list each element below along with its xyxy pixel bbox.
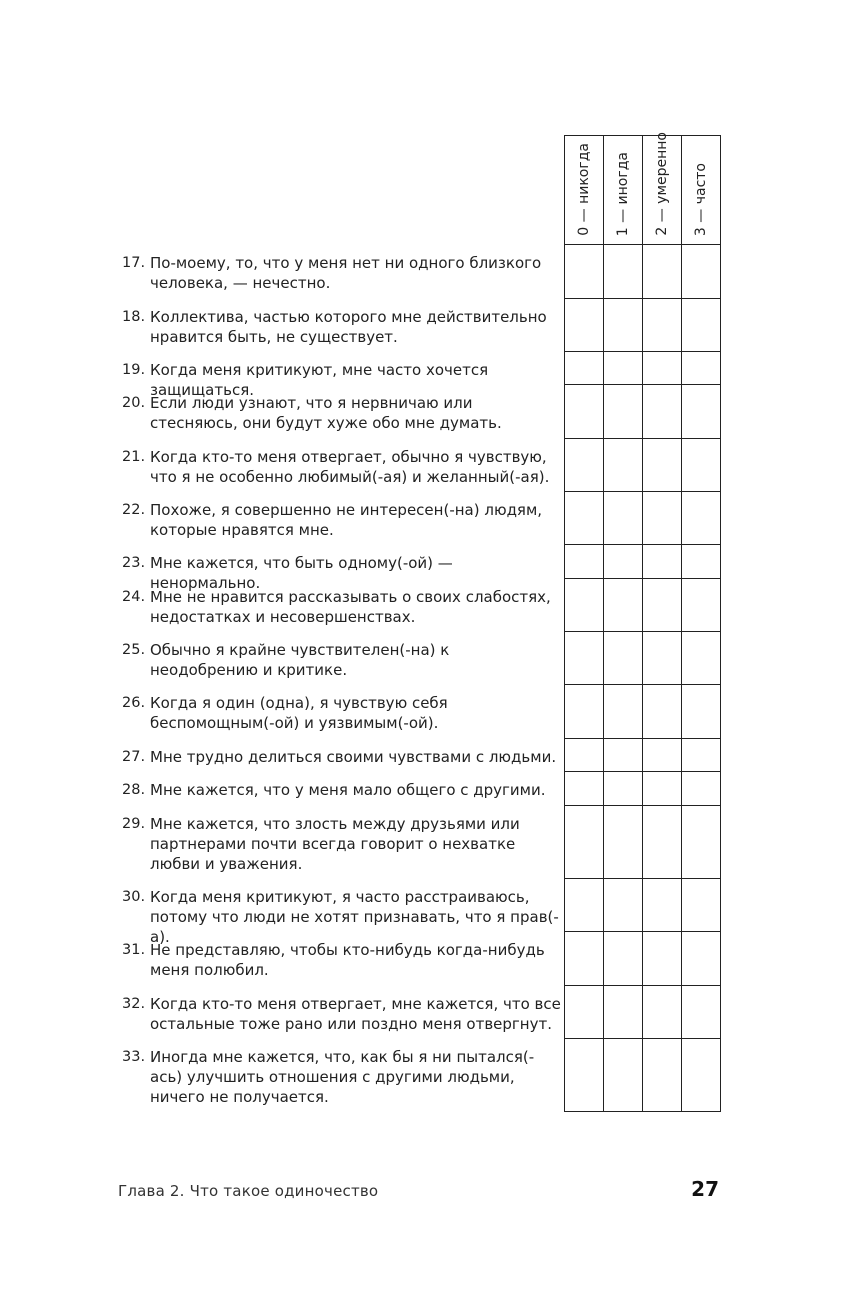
- header-moderately: 2 — умеренно: [643, 136, 682, 245]
- answer-cell[interactable]: [682, 439, 721, 492]
- answer-row: [565, 685, 721, 739]
- answer-cell[interactable]: [682, 492, 721, 545]
- question-number: 27.: [122, 749, 146, 765]
- answer-cell[interactable]: [565, 879, 604, 932]
- answer-cell[interactable]: [682, 685, 721, 739]
- answer-cell[interactable]: [682, 352, 721, 385]
- question-item: [122, 544, 562, 592]
- answer-row: [565, 299, 721, 352]
- question-number: 32.: [122, 996, 146, 1012]
- answer-cell[interactable]: [565, 772, 604, 806]
- answer-cell[interactable]: [604, 932, 643, 986]
- question-text: Мне кажется, что злость между друзьями или партнерами почти всегда говорит о нехватке любви и уважения.: [150, 815, 520, 873]
- question-number: 31.: [122, 942, 146, 958]
- question-item: [122, 438, 562, 491]
- question-text: Похоже, я совершенно не интересен(-на) людям, которые нравятся мне.: [150, 501, 543, 539]
- answer-row: [565, 1039, 721, 1112]
- answer-cell[interactable]: [643, 545, 682, 579]
- question-item: [122, 631, 562, 684]
- answer-cell[interactable]: [604, 385, 643, 439]
- answer-cell[interactable]: [565, 1039, 604, 1112]
- answer-cell[interactable]: [604, 579, 643, 632]
- question-number: 30.: [122, 889, 146, 905]
- answer-cell[interactable]: [682, 806, 721, 879]
- answer-cell[interactable]: [643, 685, 682, 739]
- question-item: [122, 985, 562, 1038]
- question-number: 25.: [122, 642, 146, 658]
- question-text: Если люди узнают, что я нервничаю или стесняюсь, они будут хуже обо мне думать.: [150, 394, 502, 432]
- answer-cell[interactable]: [604, 492, 643, 545]
- question-item: [122, 805, 562, 878]
- answer-cell[interactable]: [682, 245, 721, 299]
- question-text: Мне не нравится рассказывать о своих слабостях, недостатках и несовершенствах.: [150, 588, 551, 626]
- answer-cell[interactable]: [604, 879, 643, 932]
- question-item: [122, 771, 562, 805]
- answer-row: [565, 385, 721, 439]
- answer-cell[interactable]: [682, 579, 721, 632]
- answer-row: [565, 545, 721, 579]
- answer-row: [565, 632, 721, 685]
- answer-cell[interactable]: [682, 1039, 721, 1112]
- answer-cell[interactable]: [643, 879, 682, 932]
- answer-cell[interactable]: [643, 1039, 682, 1112]
- question-text: Иногда мне кажется, что, как бы я ни пытался(-ась) улучшить отношения с другими людьми, ничего не получается.: [150, 1048, 535, 1106]
- question-item: [122, 491, 562, 544]
- answer-cell[interactable]: [565, 739, 604, 772]
- answer-cell[interactable]: [643, 299, 682, 352]
- answer-cell[interactable]: [682, 879, 721, 932]
- answer-row: [565, 986, 721, 1039]
- question-text: Не представляю, чтобы кто-нибудь когда-нибудь меня полюбил.: [150, 941, 545, 979]
- answer-cell[interactable]: [643, 385, 682, 439]
- question-text: Когда я один (одна), я чувствую себя беспомощным(-ой) и уязвимым(-ой).: [150, 694, 448, 732]
- question-text: Коллектива, частью которого мне действительно нравится быть, не существует.: [150, 308, 547, 346]
- answer-cell[interactable]: [643, 739, 682, 772]
- answer-row: [565, 245, 721, 299]
- answer-cell[interactable]: [604, 685, 643, 739]
- answer-cell[interactable]: [682, 632, 721, 685]
- question-number: 18.: [122, 309, 146, 325]
- answer-row: [565, 739, 721, 772]
- question-text: Мне кажется, что у меня мало общего с другими.: [150, 781, 546, 799]
- answer-cell[interactable]: [643, 352, 682, 385]
- answer-cell[interactable]: [682, 545, 721, 579]
- answer-cell[interactable]: [604, 299, 643, 352]
- answer-row: [565, 579, 721, 632]
- answer-cell[interactable]: [682, 986, 721, 1039]
- question-number: 28.: [122, 782, 146, 798]
- header-often: 3 — часто: [682, 136, 721, 245]
- question-number: 19.: [122, 362, 146, 378]
- question-number: 33.: [122, 1049, 146, 1065]
- answer-cell[interactable]: [604, 772, 643, 806]
- answer-cell[interactable]: [604, 806, 643, 879]
- answer-cell[interactable]: [604, 739, 643, 772]
- answer-cell[interactable]: [565, 632, 604, 685]
- answer-cell[interactable]: [565, 439, 604, 492]
- answer-row: [565, 772, 721, 806]
- answer-cell[interactable]: [565, 545, 604, 579]
- answer-cell[interactable]: [565, 986, 604, 1039]
- answer-cell[interactable]: [643, 986, 682, 1039]
- question-text: Когда меня критикуют, мне часто хочется защищаться.: [150, 361, 489, 399]
- question-item: [122, 244, 562, 298]
- answer-cell[interactable]: [682, 932, 721, 986]
- answer-cell[interactable]: [565, 245, 604, 299]
- answer-row: [565, 492, 721, 545]
- question-number: 23.: [122, 555, 146, 571]
- question-number: 24.: [122, 589, 146, 605]
- question-number: 17.: [122, 255, 146, 271]
- answer-cell[interactable]: [565, 932, 604, 986]
- question-item: [122, 878, 562, 946]
- answer-cell[interactable]: [682, 772, 721, 806]
- answer-cell[interactable]: [565, 385, 604, 439]
- question-text: Мне кажется, что быть одному(-ой) — ненормально.: [150, 554, 453, 592]
- question-text: Когда меня критикуют, я часто расстраиваюсь, потому что люди не хотят признавать, что я прав(-а).: [150, 888, 559, 946]
- answer-row: [565, 352, 721, 385]
- answer-cell[interactable]: [565, 492, 604, 545]
- answer-cell[interactable]: [643, 245, 682, 299]
- answer-cell[interactable]: [643, 492, 682, 545]
- question-text: По-моему, то, что у меня нет ни одного близкого человека, — нечестно.: [150, 254, 542, 292]
- answer-cell[interactable]: [604, 1039, 643, 1112]
- question-item: [122, 684, 562, 738]
- question-item: [122, 298, 562, 351]
- answer-cell[interactable]: [604, 986, 643, 1039]
- answer-row: [565, 932, 721, 986]
- answer-cell[interactable]: [565, 299, 604, 352]
- question-item: [122, 384, 562, 438]
- question-item: [122, 931, 562, 985]
- answer-cell[interactable]: [604, 352, 643, 385]
- answer-cell[interactable]: [565, 806, 604, 879]
- answer-cell[interactable]: [643, 579, 682, 632]
- answer-cell[interactable]: [565, 685, 604, 739]
- question-item: [122, 578, 562, 631]
- answer-row: [565, 439, 721, 492]
- answer-cell[interactable]: [604, 245, 643, 299]
- answer-row: [565, 806, 721, 879]
- answer-header-row: [565, 136, 721, 245]
- answer-cell[interactable]: [682, 739, 721, 772]
- answer-cell[interactable]: [643, 439, 682, 492]
- page-number: 27: [691, 1177, 719, 1201]
- question-text: Когда кто-то меня отвергает, мне кажется, что все остальные тоже рано или поздно меня отвергнут.: [150, 995, 561, 1033]
- answer-cell[interactable]: [604, 439, 643, 492]
- question-number: 21.: [122, 449, 146, 465]
- answer-cell[interactable]: [604, 632, 643, 685]
- question-text: Мне трудно делиться своими чувствами с людьми.: [150, 748, 557, 766]
- question-number: 26.: [122, 695, 146, 711]
- question-number: 20.: [122, 395, 146, 411]
- answer-cell[interactable]: [565, 579, 604, 632]
- question-number: 29.: [122, 816, 146, 832]
- header-sometimes: 1 — иногда: [604, 136, 643, 245]
- chapter-footer: Глава 2. Что такое одиночество: [118, 1182, 379, 1200]
- question-list: [122, 244, 562, 1111]
- answer-cell[interactable]: [643, 772, 682, 806]
- question-text: Обычно я крайне чувствителен(-на) к неодобрению и критике.: [150, 641, 450, 679]
- answer-cell[interactable]: [643, 806, 682, 879]
- question-item: [122, 1038, 562, 1111]
- question-item: [122, 351, 562, 399]
- answer-cell[interactable]: [682, 299, 721, 352]
- answer-cell[interactable]: [565, 352, 604, 385]
- answer-cell[interactable]: [643, 632, 682, 685]
- header-never: 0 — никогда: [565, 136, 604, 245]
- answer-cell[interactable]: [604, 545, 643, 579]
- answer-table: [564, 132, 719, 1112]
- answer-cell[interactable]: [682, 385, 721, 439]
- question-text: Когда кто-то меня отвергает, обычно я чувствую, что я не особенно любимый(-ая) и желанный(-ая).: [150, 448, 550, 486]
- answer-row: [565, 879, 721, 932]
- question-item: [122, 738, 562, 771]
- answer-cell[interactable]: [643, 932, 682, 986]
- question-number: 22.: [122, 502, 146, 518]
